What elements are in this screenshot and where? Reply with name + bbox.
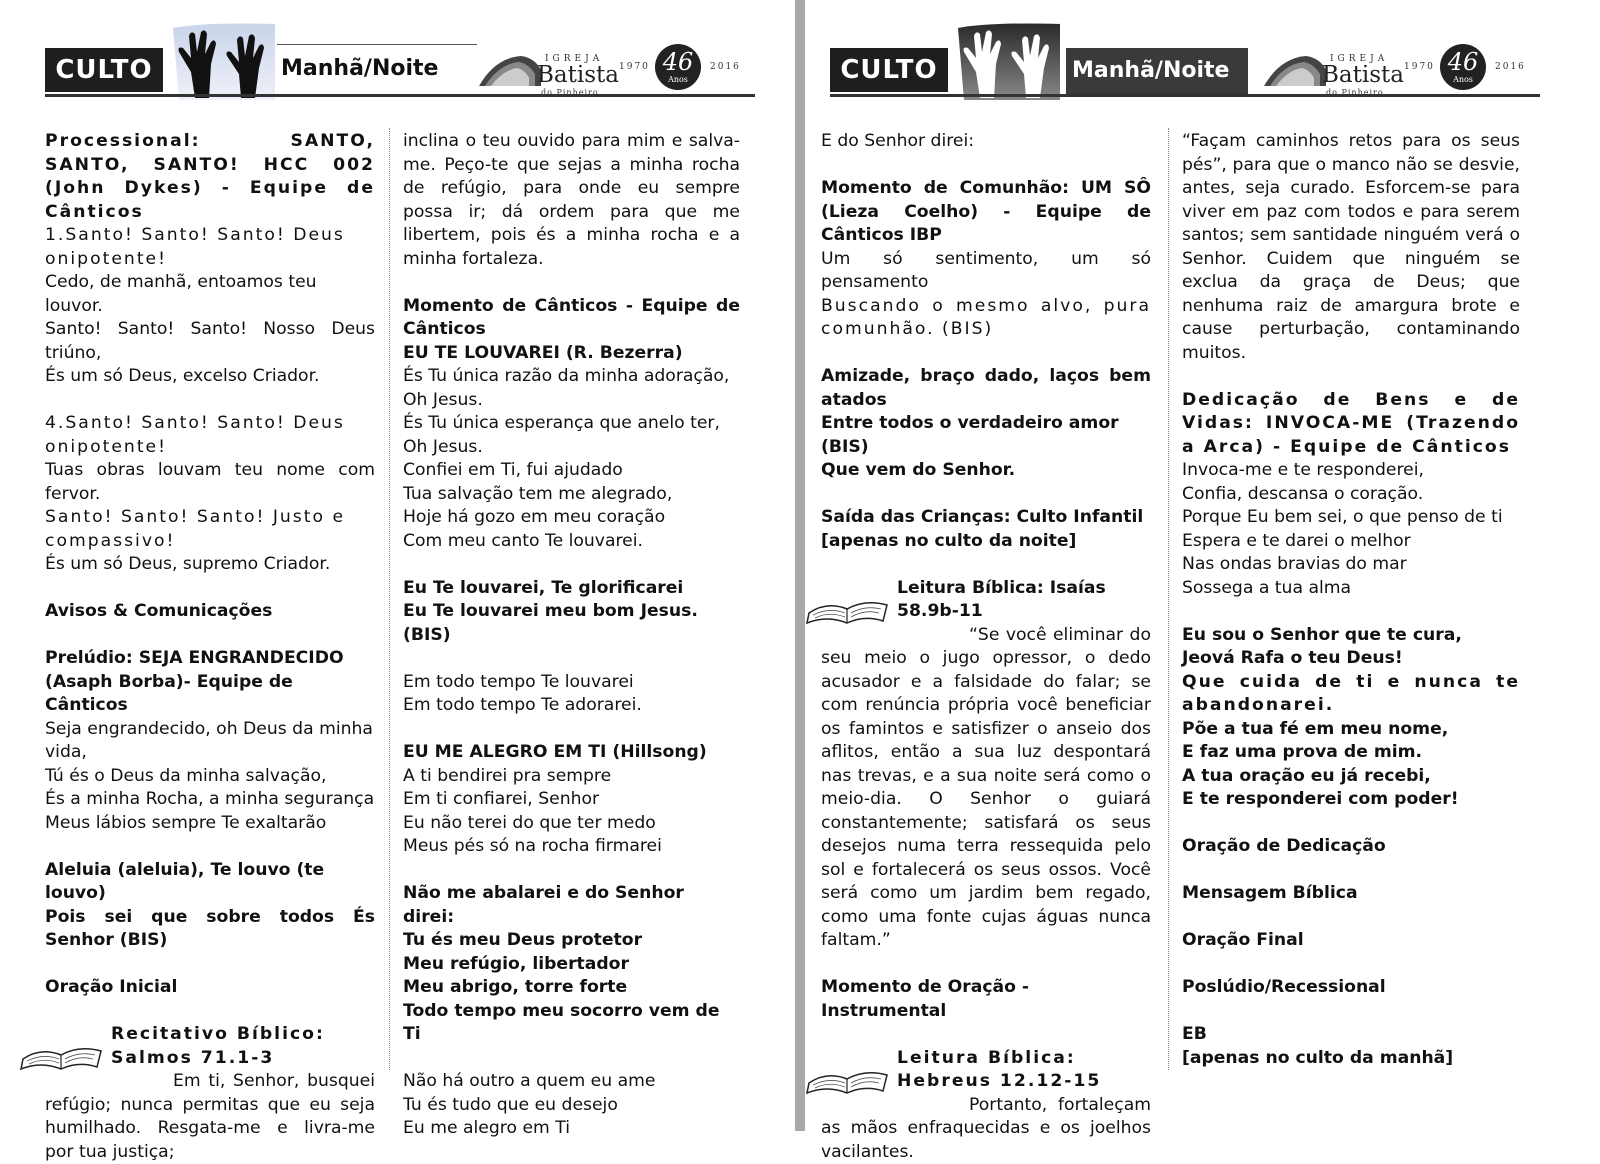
song-line: A ti bendirei pra sempre [403,765,740,789]
logo-batista-text: Batista [1322,62,1404,88]
hymn-line: Tuas obras louvam teu nome com fervor. [45,459,375,506]
chorus-line: Não me abalarei e do Senhor direi: [403,882,740,929]
song-line: Com meu canto Te louvarei. [403,530,740,554]
left-page [0,0,795,1131]
eb-note: [apenas no culto da manhã] [1182,1047,1520,1071]
service-label: Manhã/Noite [1066,48,1248,94]
continuation-line: E do Senhor direi: [821,130,1151,154]
anniversary-label: Anos [1440,76,1486,84]
comunhao-title: Momento de Comunhão: UM SÔ (Lieza Coelho) - Equipe de Cânticos IBP [821,177,1151,248]
song-line: Um só sentimento, um só pensamento [821,248,1151,295]
oracao-momento: Momento de Oração - Instrumental [821,976,1151,1023]
year-start: 1970 [619,62,650,72]
song-line: Tua salvação tem me alegrado, [403,483,740,507]
eb-heading: EB [1182,1023,1520,1047]
chorus-line: E te responderei com poder! [1182,788,1520,812]
processional-title: Processional: SANTO, SANTO, SANTO! HCC 002 (John Dykes) - Equipe de Cânticos [45,130,375,224]
mensagem-heading: Mensagem Bíblica [1182,882,1520,906]
page-spine [795,0,805,1131]
song-line: Porque Eu bem sei, o que penso de ti [1182,506,1520,530]
page-header [830,22,1540,102]
dedicacao-title: Dedicação de Bens e de Vidas: INVOCA-ME (Trazendo a Arca) - Equipe de Cânticos [1182,389,1520,460]
song-line: Não há outro a quem eu ame [403,1070,740,1094]
chorus-line: Pois sei que sobre todos És Senhor (BIS) [45,906,375,953]
posludio-heading: Poslúdio/Recessional [1182,976,1520,1000]
column-divider [389,128,390,1070]
chorus-line: Tu és meu Deus protetor [403,929,740,953]
chorus-line: Põe a tua fé em meu nome, [1182,718,1520,742]
left-column-2 [403,130,740,1141]
song-line: Buscando o mesmo alvo, pura comunhão. (BIS) [821,295,1151,342]
song-line: Confiei em Ti, fui ajudado [403,459,740,483]
oracao-dedicacao-heading: Oração de Dedicação [1182,835,1520,859]
logo-batista-text: Batista [537,62,619,88]
hymn-line: És um só Deus, excelso Criador. [45,365,375,389]
hebreus-continuation: “Façam caminhos retos para os seus pés”, para que o manco não se desvie, antes, seja curado. Esforcem-se para viver em paz com todos e para serem santos; sem santidade ninguém verá o Senhor. Cuidem que ninguém se exclua da graça de Deus; que nenhuma raiz de amargura brote e cause perturbação, contaminando muitos. [1182,130,1520,365]
header-rule [45,94,755,97]
song-line: Confia, descansa o coração. [1182,483,1520,507]
right-column-2 [1182,130,1520,1070]
anniversary-badge [655,44,701,90]
chorus-line: E faz uma prova de mim. [1182,741,1520,765]
right-column-1 [821,130,1151,1164]
logo-pinheiro-text: do Pinheiro [1326,88,1384,97]
song-line: Em todo tempo Te adorarei. [403,694,740,718]
anniversary-number: 46 [1440,48,1486,76]
page-header [45,22,755,102]
song-line: Eu não terei do que ter medo [403,812,740,836]
song-line: Meus lábios sempre Te exaltarão [45,812,375,836]
preludio-title: Prelúdio: SEJA ENGRANDECIDO (Asaph Borba)- Equipe de Cânticos [45,647,375,718]
left-column-1 [45,130,375,1164]
hymn-line: 4.Santo! Santo! Santo! Deus onipotente! [45,412,375,459]
chorus-line: Que cuida de ti e nunca te abandonarei. [1182,671,1520,718]
chorus-line: Que vem do Senhor. [821,459,1151,483]
chorus-line: Amizade, braço dado, laços bem atados [821,365,1151,412]
song-line: És Tu única razão da minha adoração, Oh Jesus. [403,365,740,412]
song-line: Tu és tudo que eu desejo [403,1094,740,1118]
anniversary-label: Anos [655,76,701,84]
oracao-final-heading: Oração Final [1182,929,1520,953]
open-book-icon [19,1025,105,1073]
logo-igreja-text: IGREJA [545,54,603,64]
leitura-title: Leitura Bíblica: Isaías 58.9b-11 [821,577,1151,624]
song-title: EU TE LOUVAREI (R. Bezerra) [403,342,740,366]
hymn-line: Santo! Santo! Santo! Nosso Deus triúno, [45,318,375,365]
service-label: Manhã/Noite [281,56,438,81]
chorus-line: Eu Te louvarei, Te glorificarei [403,577,740,601]
song-line: Em todo tempo Te louvarei [403,671,740,695]
year-start: 1970 [1404,62,1435,72]
logo-igreja-text: IGREJA [1330,54,1388,64]
culto-label: CULTO [830,48,948,92]
recitativo-text: Em ti, Senhor, busquei refúgio; nunca permitas que eu seja humilhado. Resgata-me e livra-me por tua justiça; [45,1070,375,1164]
leitura-title: Leitura Bíblica: Hebreus 12.12-15 [821,1047,1151,1094]
hymn-line: 1.Santo! Santo! Santo! Deus onipotente! [45,224,375,271]
praying-hands-icon [950,22,1062,100]
song-line: És a minha Rocha, a minha segurança [45,788,375,812]
chorus-line: Meu abrigo, torre forte [403,976,740,1000]
song-line: Seja engrandecido, oh Deus da minha vida, [45,718,375,765]
recitativo-title: Recitativo Bíblico: Salmos 71.1-3 [45,1023,375,1070]
right-page [805,0,1600,1131]
saida-note: [apenas no culto da noite] [821,530,1151,554]
chorus-line: Entre todos o verdadeiro amor (BIS) [821,412,1151,459]
hymn-line: Santo! Santo! Santo! Justo e compassivo! [45,506,375,553]
chorus-line: Meu refúgio, libertador [403,953,740,977]
chorus-line: Aleluia (aleluia), Te louvo (te louvo) [45,859,375,906]
oracao-inicial-heading: Oração Inicial [45,976,375,1000]
song-line: Meus pés só na rocha firmarei [403,835,740,859]
song-line: Tú és o Deus da minha salvação, [45,765,375,789]
leitura-text: Portanto, fortaleçam as mãos enfraquecidas e os joelhos vacilantes. [821,1094,1151,1164]
chorus-line: Todo tempo meu socorro vem de Ti [403,1000,740,1047]
song-line: Em ti confiarei, Senhor [403,788,740,812]
song-line: Nas ondas bravias do mar [1182,553,1520,577]
saida-criancas: Saída das Crianças: Culto Infantil [821,506,1151,530]
open-book-icon [805,1049,891,1097]
hymn-line: Cedo, de manhã, entoamos teu louvor. [45,271,375,318]
chorus-line: Eu Te louvarei meu bom Jesus. (BIS) [403,600,740,647]
header-thin-rule [277,44,477,45]
song-line: Eu me alegro em Ti [403,1117,740,1141]
praying-hands-icon [165,22,277,100]
hymn-line: És um só Deus, supremo Criador. [45,553,375,577]
logo-pinheiro-text: do Pinheiro [541,88,599,97]
momento-canticos-title: Momento de Cânticos - Equipe de Cânticos [403,295,740,342]
song-line: Hoje há gozo em meu coração [403,506,740,530]
open-book-icon [805,579,891,627]
year-end: 2016 [710,62,741,72]
chorus-line: Jeová Rafa o teu Deus! [1182,647,1520,671]
song-title: EU ME ALEGRO EM TI (Hillsong) [403,741,740,765]
column-divider [1168,128,1169,1070]
anniversary-badge [1440,44,1486,90]
header-rule [830,94,1540,97]
song-line: Espera e te darei o melhor [1182,530,1520,554]
leitura-text: “Se você eliminar do seu meio o jugo opressor, o dedo acusador e a falsidade do falar; se com renúncia própria você beneficiar os famintos e satisfizer o anseio dos aflitos, então a sua luz despontará nas trevas, e a sua noite será como o meio-dia. O Senhor o guiará constantemente; satisfará os seus desejos numa terra ressequida pelo sol e fortalecerá os seus ossos. Você será como um jardim bem regado, como uma fonte cujas águas nunca faltam.” [821,624,1151,953]
song-line: És Tu única esperança que anelo ter, Oh Jesus. [403,412,740,459]
song-line: Invoca-me e te responderei, [1182,459,1520,483]
chorus-line: Eu sou o Senhor que te cura, [1182,624,1520,648]
culto-label: CULTO [45,48,163,92]
year-end: 2016 [1495,62,1526,72]
chorus-line: A tua oração eu já recebi, [1182,765,1520,789]
salmo-continuation: inclina o teu ouvido para mim e salva-me. Peço-te que sejas a minha rocha de refúgio, para onde eu sempre possa ir; dá ordem para que me libertem, pois és a minha rocha e a minha fortaleza. [403,130,740,271]
anniversary-number: 46 [655,48,701,76]
song-line: Sossega a tua alma [1182,577,1520,601]
avisos-heading: Avisos & Comunicações [45,600,375,624]
